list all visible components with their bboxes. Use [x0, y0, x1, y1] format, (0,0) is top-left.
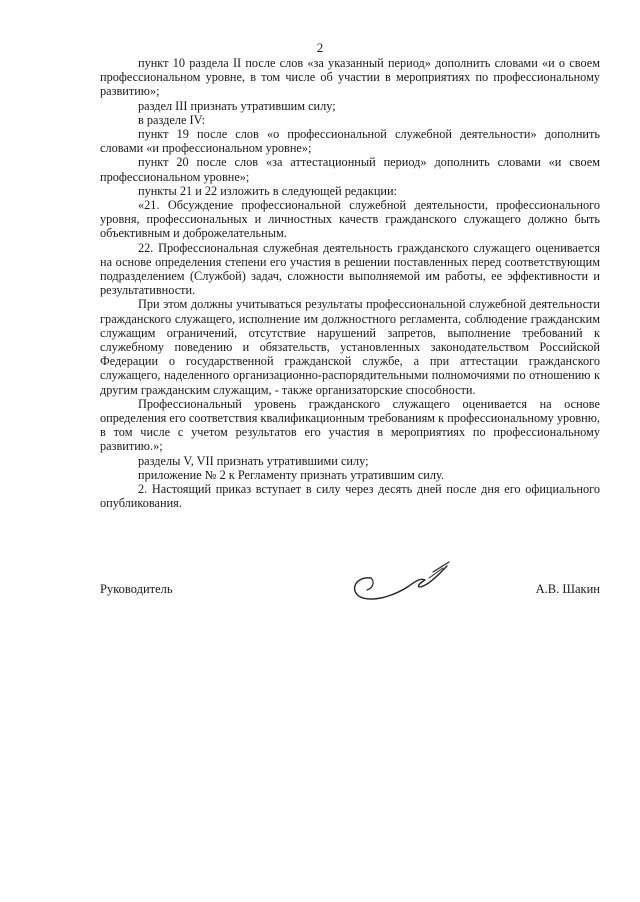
paragraph-item-19-amendment: пункт 19 после слов «о профессиональной служебной деятельности» дополнить словами «и профессиональном уровне»; [100, 127, 600, 156]
paragraph-new-item-22: 22. Профессиональная служебная деятельность гражданского служащего оценивается на основе определения степени его участия в решении поставленных перед соответствующим подразделением (Службой) задач, сложности выполняемой им работы, ее эффективности и результативности. [100, 240, 600, 298]
signature-block [100, 560, 600, 610]
paragraph-section-3-repeal: раздел III признать утратившим силу; [138, 98, 336, 113]
paragraph-new-item-21: «21. Обсуждение профессиональной служебной деятельности, профессионального уровня, профессиональных и личностных качеств гражданского служащего должно быть объективным и доброжелательным. [100, 198, 600, 241]
paragraph-evaluation-criteria: При этом должны учитываться результаты профессиональной служебной деятельности гражданского служащего, исполнение им должностного регламента, соблюдение гражданским служащим ограничений, отсутствие нарушений запретов, выполнение требований к служебному поведению и обязательств, установленных законодательством Российской Федерации о государственной гражданской службе, а при аттестации гражданского служащего, наделенного организационно-распорядительными полномочиями по отношению к другим гражданским служащим, - также организаторские способности. [100, 297, 600, 397]
paragraph-items-21-22-intro: пункты 21 и 22 изложить в следующей редакции: [138, 183, 398, 198]
handwritten-signature [345, 560, 455, 608]
page-number: 2 [316, 40, 324, 55]
paragraph-effective-date: 2. Настоящий приказ вступает в силу через десять дней после дня его официального опубликования. [100, 482, 600, 511]
paragraph-appendix-2-repeal: приложение № 2 к Регламенту признать утратившим силу. [138, 467, 444, 482]
signer-name: А.В. Шакин [535, 582, 600, 596]
document-body [100, 56, 600, 511]
paragraph-professional-level: Профессиональный уровень гражданского служащего оценивается на основе определения его соответствия квалификационным требованиям к профессиональному уровню, в том числе с учетом результатов его участия в мероприятиях по профессиональному развитию.»; [100, 396, 600, 454]
paragraph-sections-5-7-repeal: разделы V, VII признать утратившими силу; [138, 453, 369, 468]
signer-position: Руководитель [100, 582, 173, 596]
paragraph-section-4-intro: в разделе IV: [138, 112, 205, 127]
paragraph-item-20-amendment: пункт 20 после слов «за аттестационный период» дополнить словами «и своем профессиональном уровне»; [100, 155, 600, 184]
paragraph-item-10-amendment: пункт 10 раздела II после слов «за указанный период» дополнить словами «и о своем профессиональном уровне, в том числе об участии в мероприятиях по профессиональному развитию»; [100, 56, 600, 99]
